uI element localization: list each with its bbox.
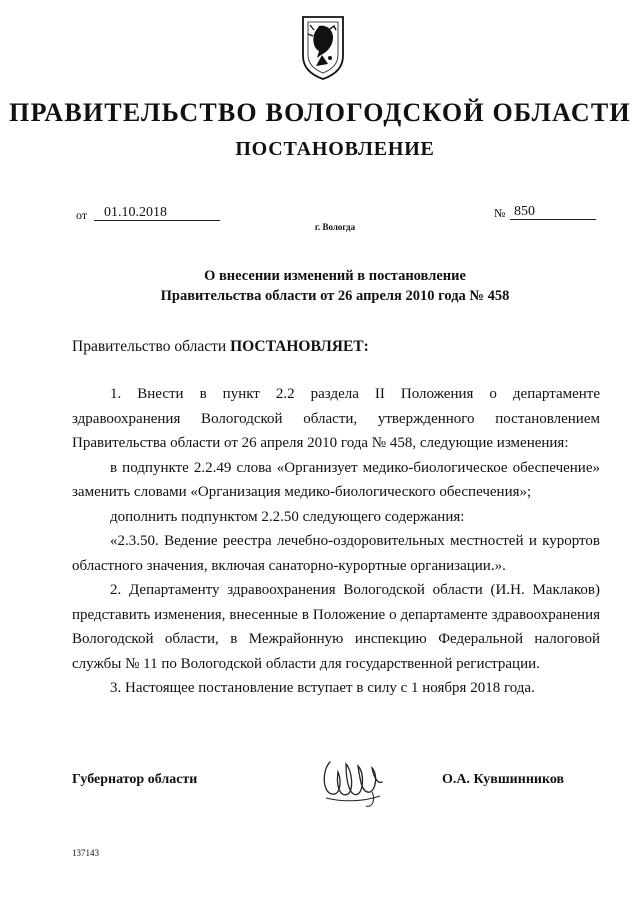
subject-line-1: О внесении изменений в постановление xyxy=(204,268,466,284)
document-subject xyxy=(0,266,640,306)
document-number: 850 xyxy=(510,204,596,220)
paragraph-4: «2.3.50. Ведение реестра лечебно-оздоровительных местностей и курортов областного значения, включая санаторно-курортные организации.». xyxy=(72,533,600,574)
paragraph-5: 2. Департаменту здравоохранения Вологодской области (И.Н. Маклаков) представить изменения, внесенные в Положение о департаменте здравоохранения Вологодской области, в Межрайонную инспекцию Федеральной налоговой службы № 11 по Вологодской области для государственной регистрации. xyxy=(72,582,600,672)
government-title: ПРАВИТЕЛЬСТВО ВОЛОГОДСКОЙ ОБЛАСТИ xyxy=(9,98,631,127)
document-body xyxy=(72,382,600,701)
date-prefix: от xyxy=(76,208,88,222)
paragraph-2: в подпункте 2.2.49 слова «Организует медико-биологическое обеспечение» заменить словами «Организация медико-биологического обеспечения»; xyxy=(72,459,600,500)
intro-line xyxy=(72,338,369,356)
paragraph-6: 3. Настоящее постановление вступает в силу с 1 ноября 2018 года. xyxy=(110,680,535,696)
intro-emphasis: ПОСТАНОВЛЯЕТ: xyxy=(230,338,369,355)
intro-text: Правительство области xyxy=(72,338,227,355)
handwritten-signature xyxy=(316,748,388,810)
paragraph-1: 1. Внести в пункт 2.2 раздела II Положения о департаменте здравоохранения Вологодской области, утвержденного постановлением Правительства области от 26 апреля 2010 года № 458, следующие изменения: xyxy=(72,386,600,451)
paragraph-3: дополнить подпунктом 2.2.50 следующего содержания: xyxy=(110,508,465,525)
signatory-name: О.А. Кувшинников xyxy=(442,772,565,787)
subject-line-2: Правительства области от 26 апреля 2010 года № 458 xyxy=(160,288,510,304)
city-label: г. Вологда xyxy=(314,222,356,232)
number-prefix: № xyxy=(494,206,506,220)
document-type: ПОСТАНОВЛЕНИЕ xyxy=(235,138,435,160)
document-code: 137143 xyxy=(72,848,99,858)
coat-of-arms-icon xyxy=(300,14,346,82)
signatory-title: Губернатор области xyxy=(72,772,198,787)
document-date: 01.10.2018 xyxy=(94,205,220,221)
